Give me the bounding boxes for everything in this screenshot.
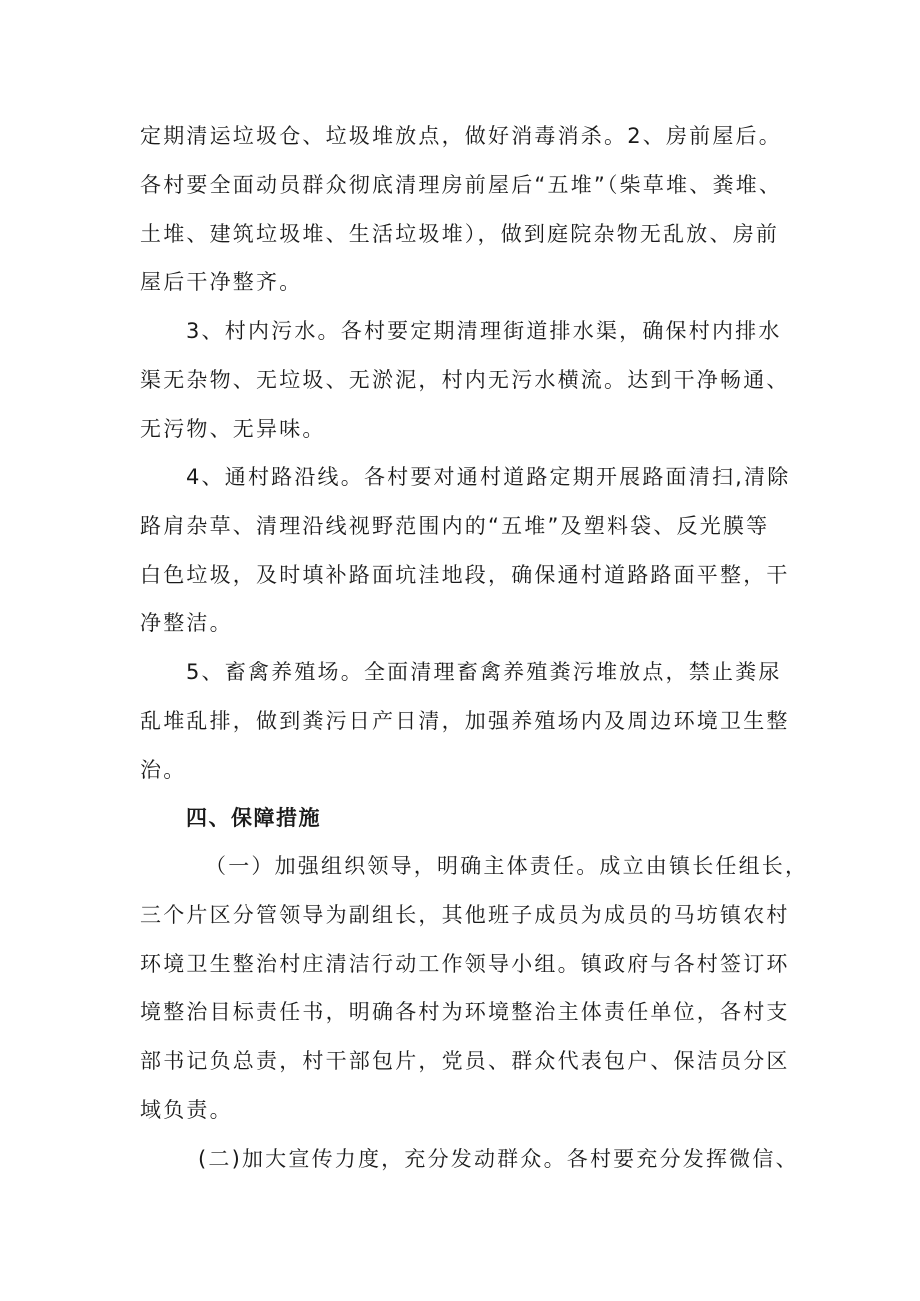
text-line: 三个片区分管领导为副组长，其他班子成员为成员的马坊镇农村: [140, 903, 790, 927]
text-line: 定期清运垃圾仓、垃圾堆放点，做好消毒消杀。2、房前屋后。: [140, 124, 782, 148]
paragraph-start: 4、通村路沿线。各村要对通村道路定期开展路面清扫,清除: [186, 465, 791, 489]
text-line: 各村要全面动员群众彻底清理房前屋后“五堆”（柴草堆、粪堆、: [140, 173, 783, 197]
text-line: 部书记负总责，村干部包片，党员、群众代表包户、保洁员分区: [140, 1049, 790, 1073]
text-line: 治。: [140, 758, 187, 782]
text-line: 乱堆乱排，做到粪污日产日清，加强养殖场内及周边环境卫生整: [140, 709, 790, 733]
text-line: 环境卫生整治村庄清洁行动工作领导小组。镇政府与各村签订环: [140, 952, 790, 976]
text-line: 屋后干净整齐。: [140, 270, 303, 294]
text-line: 域负责。: [140, 1098, 233, 1122]
section-heading: 四、保障措施: [186, 806, 321, 830]
text-line: 渠无杂物、无垃圾、无淤泥，村内无污水横流。达到干净畅通、: [140, 368, 790, 392]
paragraph-start: (二)加大宣传力度，充分发动群众。各村要充分发挥微信、: [198, 1147, 799, 1171]
text-line: 境整治目标责任书，明确各村为环境整治主体责任单位，各村支: [140, 1000, 790, 1024]
text-line: 路肩杂草、清理沿线视野范围内的“五堆”及塑料袋、反光膜等: [140, 514, 770, 538]
text-line: 土堆、建筑垃圾堆、生活垃圾堆），做到庭院杂物无乱放、房前: [140, 222, 780, 246]
text-line: 无污物、无异味。: [140, 417, 326, 441]
paragraph-start: 3、村内污水。各村要定期清理街道排水渠，确保村内排水: [186, 319, 782, 343]
paragraph-start: （一）加强组织领导，明确主体责任。成立由镇长任组长，: [205, 854, 809, 878]
text-line: 白色垃圾，及时填补路面坑洼地段，确保通村道路路面平整，干: [140, 563, 790, 587]
paragraph-start: 5、畜禽养殖场。全面清理畜禽养殖粪污堆放点，禁止粪尿: [186, 660, 782, 684]
text-line: 净整洁。: [140, 611, 233, 635]
